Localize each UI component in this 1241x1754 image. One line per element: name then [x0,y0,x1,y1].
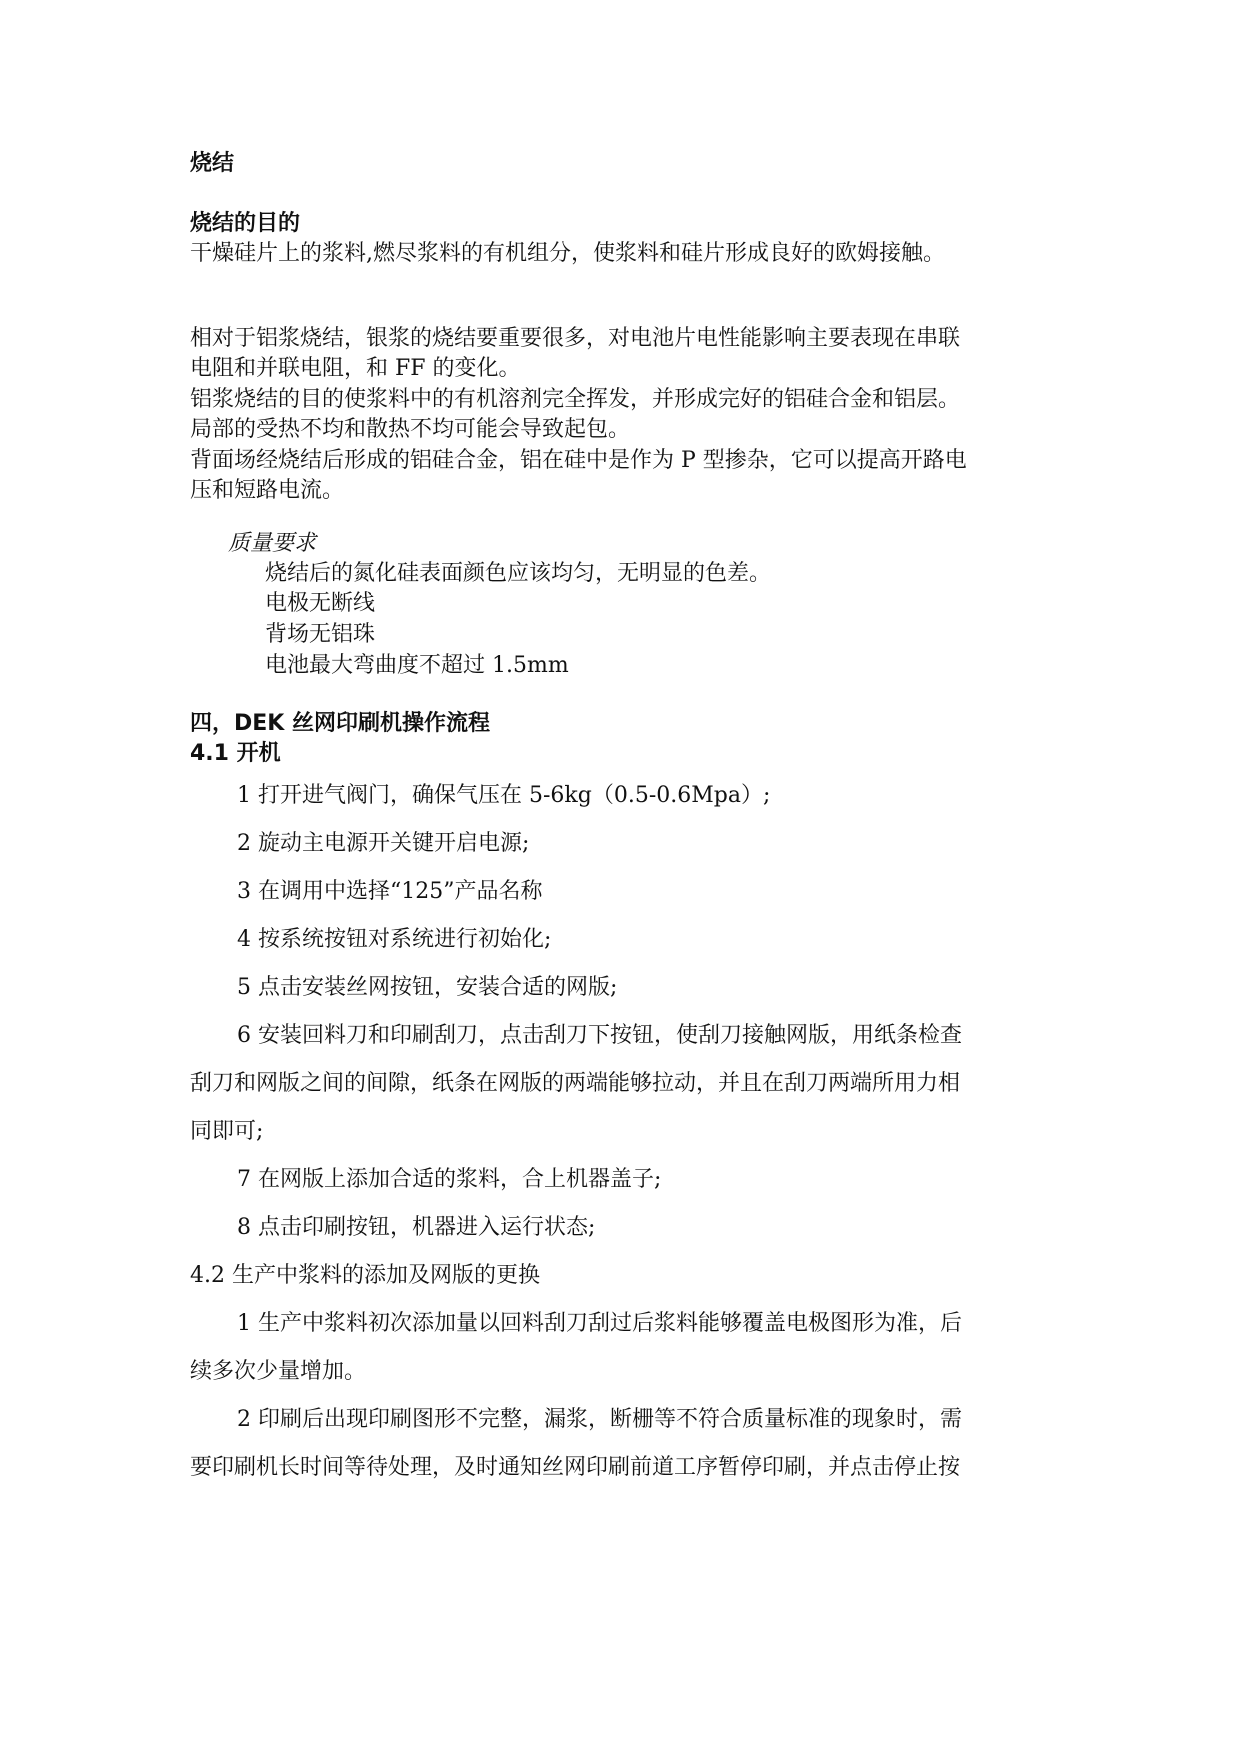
paragraph-aluminum-line2: 局部的受热不均和散热不均可能会导致起包。 [190,417,631,442]
paragraph-silver-line1: 相对于铝浆烧结，银浆的烧结要重要很多，对电池片电性能影响主要表现在串联 [190,326,961,351]
heading-sintering-purpose: 烧结的目的 [190,211,301,236]
step-item: 1 打开进气阀门，确保气压在 5-6kg（0.5-0.6Mpa）; [237,783,771,808]
quality-item: 电池最大弯曲度不超过 1.5mm [265,653,569,678]
paragraph-aluminum-line1: 铝浆烧结的目的使浆料中的有机溶剂完全挥发，并形成完好的铝硅合金和铝层。 [190,387,961,412]
step-item: 3 在调用中选择“125”产品名称 [237,879,543,904]
step6-line2: 刮刀和网版之间的间隙，纸条在网版的两端能够拉动，并且在刮刀两端所用力相 [190,1071,961,1096]
paste-para1-line2: 续多次少量增加。 [190,1359,367,1384]
heading-quality: 质量要求 [228,531,317,556]
paste-para2-line2: 要印刷机长时间等待处理，及时通知丝网印刷前道工序暂停印刷，并点击停止按 [190,1455,961,1480]
step-item: 5 点击安装丝网按钮，安装合适的网版; [237,975,618,1000]
paragraph-bsf-line2: 压和短路电流。 [190,478,345,503]
paragraph-silver-line2: 电阻和并联电阻，和 FF 的变化。 [190,356,521,381]
step-item: 7 在网版上添加合适的浆料，合上机器盖子; [237,1167,662,1192]
purpose-text: 干燥硅片上的浆料,燃尽浆料的有机组分，使浆料和硅片形成良好的欧姆接触。 [190,241,945,266]
paste-para1-line1: 1 生产中浆料初次添加量以回料刮刀刮过后浆料能够覆盖电极图形为准，后 [237,1311,962,1336]
step6-line3: 同即可; [190,1119,264,1144]
subheading-paste: 4.2 生产中浆料的添加及网版的更换 [190,1263,540,1288]
step-item: 8 点击印刷按钮，机器进入运行状态; [237,1215,596,1240]
step6-line1: 6 安装回料刀和印刷刮刀，点击刮刀下按钮，使刮刀接触网版，用纸条检查 [237,1023,962,1048]
heading-dek: 四，DEK 丝网印刷机操作流程 [190,711,490,736]
paste-para2-line1: 2 印刷后出现印刷图形不完整，漏浆，断栅等不符合质量标准的现象时，需 [237,1407,962,1432]
paragraph-bsf-line1: 背面场经烧结后形成的铝硅合金，铝在硅中是作为 P 型掺杂，它可以提高开路电 [190,448,967,473]
step-item: 4 按系统按钮对系统进行初始化; [237,927,552,952]
quality-item: 电极无断线 [265,591,376,616]
section-title-sintering: 烧结 [190,151,235,176]
quality-item: 背场无铝珠 [265,622,376,647]
quality-item: 烧结后的氮化硅表面颜色应该均匀，无明显的色差。 [265,561,772,586]
step-item: 2 旋动主电源开关键开启电源; [237,831,530,856]
subheading-startup: 4.1 开机 [190,741,281,766]
